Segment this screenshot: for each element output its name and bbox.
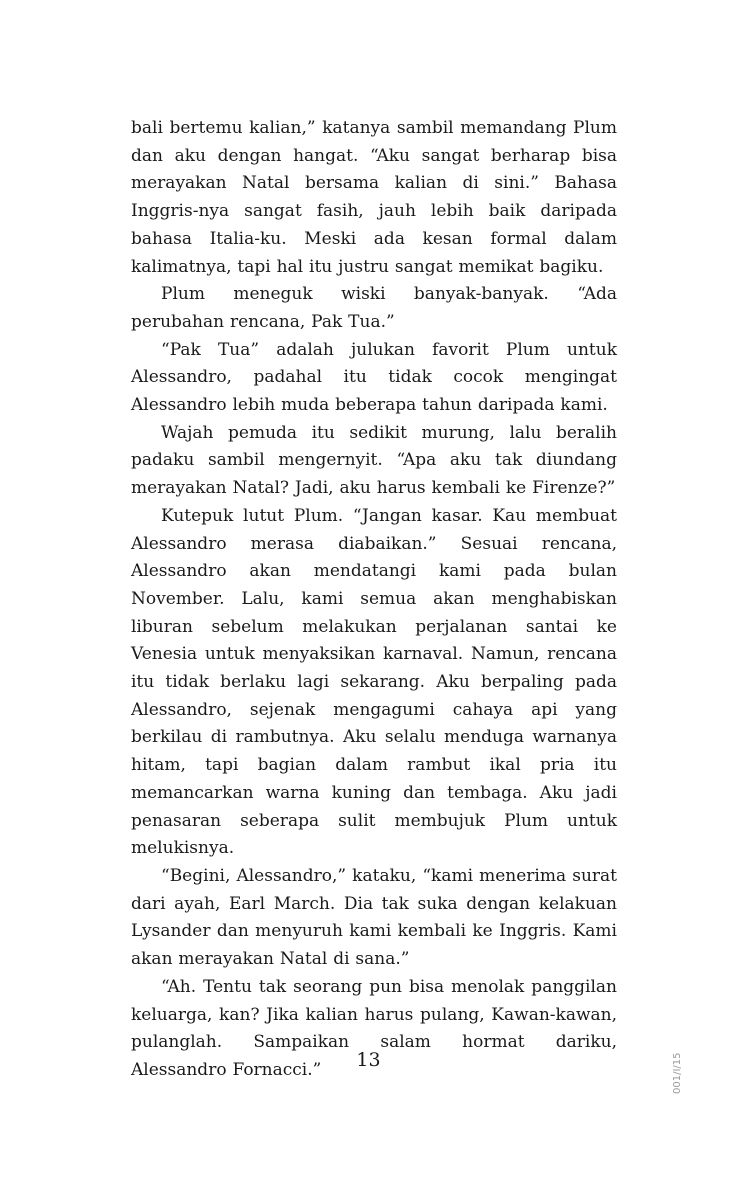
- paragraph-2: Plum meneguk wiski banyak-banyak. “Ada perubahan rencana, Pak Tua.”: [131, 284, 617, 332]
- page-number: 13: [356, 1049, 381, 1071]
- paragraph-3: “Pak Tua” adalah julukan favorit Plum untuk Alessandro, padahal itu tidak cocok mengingat Alessandro lebih muda beberapa tahun daripada kami.: [131, 339, 617, 416]
- paragraph-6: “Begini, Alessandro,” kataku, “kami menerima surat dari ayah, Earl March. Dia tak suka dengan kelakuan Lysander dan menyuruh kami kembali ke Inggris. Kami akan merayakan Natal di sana.”: [131, 865, 617, 970]
- paragraph-7: “Ah. Tentu tak seorang pun bisa menolak panggilan keluarga, kan? Jika kalian harus pulang, Kawan-kawan, pulanglah. Sampaikan salam hormat dariku, Alessandro Fornacci.”: [131, 976, 617, 1080]
- print-code-container: [664, 1048, 704, 1098]
- paragraph-4: Wajah pemuda itu sedikit murung, lalu beralih padaku sambil mengernyit. “Apa aku tak diundang merayakan Natal? Jadi, aku harus kembali ke Firenze?”: [131, 422, 617, 499]
- paragraph-1: bali bertemu kalian,” katanya sambil memandang Plum dan aku dengan hangat. “Aku sangat berharap bisa merayakan Natal bersama kalian di sini.” Bahasa Inggris-nya sangat fasih, jauh lebih baik daripada bahasa Italia-ku. Meski ada kesan formal dalam kalimatnya, tapi hal itu justru sangat memikat bagiku.: [131, 118, 617, 277]
- body-text: [131, 115, 617, 1085]
- paragraph-5: Kutepuk lutut Plum. “Jangan kasar. Kau membuat Alessandro merasa diabaikan.” Sesuai rencana, Alessandro akan mendatangi kami pada bulan November. Lalu, kami semua akan menghabiskan liburan sebelum melakukan perjalanan santai ke Venesia untuk menyaksikan karnaval. Namun, rencana itu tidak berlaku lagi sekarang. Aku berpaling pada Alessandro, sejenak mengagumi cahaya api yang berkilau di rambutnya. Aku selalu menduga warnanya hitam, tapi bagian dalam rambut ikal pria itu memancarkan warna kuning dan tembaga. Aku jadi penasaran seberapa sulit membujuk Plum untuk melukisnya.: [131, 505, 617, 859]
- print-code: 001/I/15: [672, 1052, 683, 1094]
